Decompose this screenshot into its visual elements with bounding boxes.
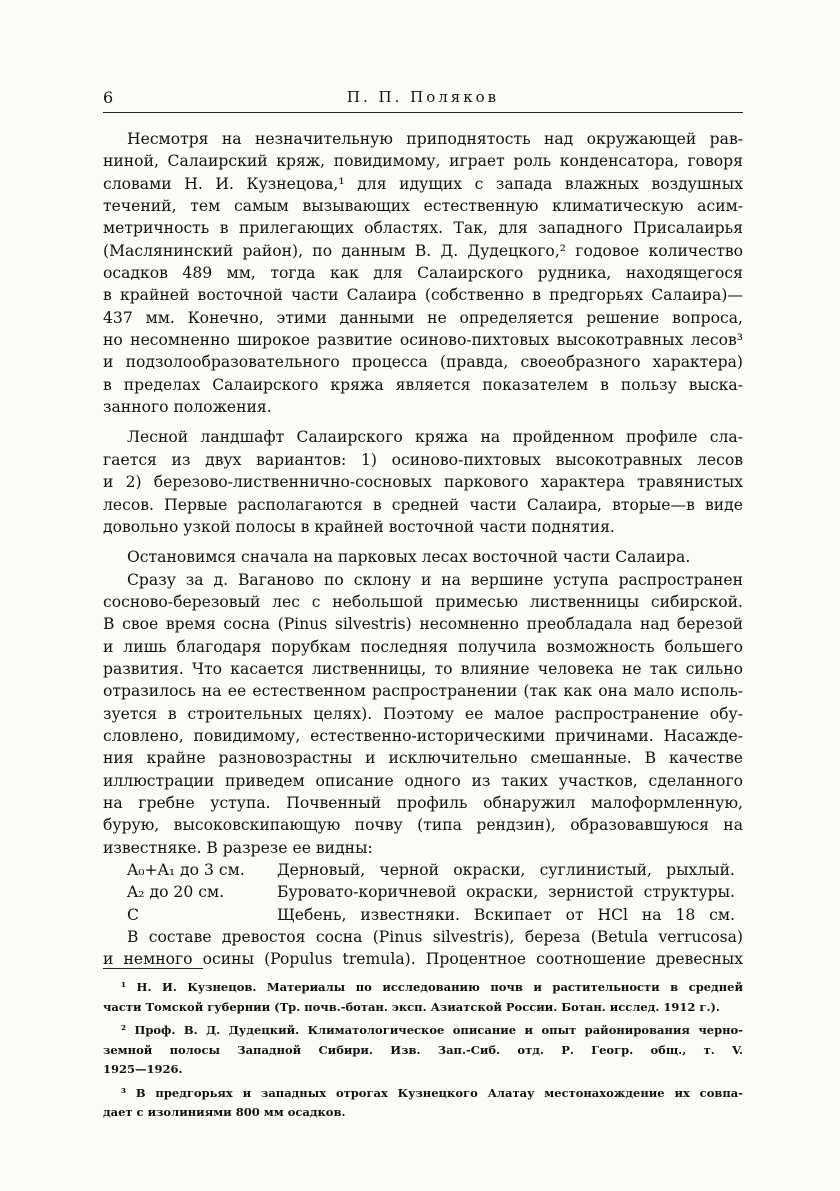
footnote-line: ³ В предгорьях и западных отрогах Кузнецкого Алатау местонахождение их совпа- bbox=[121, 1085, 743, 1100]
text-line: осадков 489 мм, тогда как для Салаирского рудника, находящегося bbox=[103, 264, 743, 283]
text-line: в пределах Салаирского кряжа является показателем в пользу выска- bbox=[103, 375, 743, 394]
text-line: (Маслянинский район), по данным В. Д. Дудецкого,² годовое количество bbox=[103, 241, 743, 260]
soil-horizon-row bbox=[103, 859, 743, 881]
text-line: иллюстрации приведем описание одного из таких участков, сделанного bbox=[103, 771, 743, 790]
text-line: Остановимся сначала на парковых лесах восточной части Салаира. bbox=[127, 548, 691, 567]
footnote-2 bbox=[103, 1021, 743, 1080]
text-line: Несмотря на незначительную приподнятость над окружающей рав- bbox=[127, 130, 743, 148]
footnote-1 bbox=[103, 978, 743, 1017]
text-line: известняке. В разрезе ее видны: bbox=[103, 838, 373, 857]
text-line: и 2) березово-лиственнично-сосновых паркового характера травянистых bbox=[103, 473, 743, 492]
footnote-3 bbox=[103, 1084, 743, 1123]
soil-horizon-row bbox=[103, 904, 743, 926]
text-line: занного положения. bbox=[103, 398, 272, 417]
soil-horizon-description: Дерновый, черной окраски, суглинистый, рыхлый. bbox=[277, 861, 735, 879]
text-line: ниной, Салаирский кряж, повидимому, играет роль конденсатора, говоря bbox=[103, 152, 743, 171]
text-line: и лишь благодаря порубкам последняя получила возможность большего bbox=[103, 637, 743, 656]
text-line: зуется в строительных целях). Поэтому ее малое распространение обу- bbox=[103, 704, 743, 723]
footnote-line: ² Проф. В. Д. Дудецкий. Климатологическое описание и опыт районирования черно- bbox=[121, 1023, 743, 1037]
text-line: гается из двух вариантов: 1) осиново-пихтовых высокотравных лесов bbox=[103, 450, 743, 469]
text-line: развития. Что касается лиственницы, то влияние человека не так сильно bbox=[103, 659, 743, 678]
text-line: В составе древостоя сосна (Pinus silvestris), береза (Betula verrucosa) bbox=[127, 928, 743, 947]
text-line: в крайней восточной части Салаира (собственно в предгорьях Салаира)— bbox=[103, 286, 743, 305]
footnote-line: части Томской губернии (Тр. почв.-ботан. эксп. Азиатской России. Ботан. исслед. 1912 г.). bbox=[103, 999, 720, 1014]
text-line: и подзолообразовательного процесса (правда, своеобразного характера) bbox=[103, 353, 743, 372]
text-line: Лесной ландшафт Салаирского кряжа на пройденном профиле сла- bbox=[127, 428, 743, 447]
text-line: В свое время сосна (Pinus silvestris) несомненно преобладала над березой bbox=[103, 615, 743, 634]
soil-horizon-description: Щебень, известняки. Вскипает от HCl на 18 см. bbox=[277, 905, 735, 924]
text-line: течений, тем самым вызывающих естественную климатическую асим- bbox=[103, 197, 743, 216]
footnotes bbox=[103, 978, 743, 1123]
page-number: 6 bbox=[103, 88, 114, 107]
text-line: Сразу за д. Ваганово по склону и на вершине уступа распространен bbox=[127, 570, 743, 589]
body-text bbox=[103, 128, 743, 971]
text-line: лесов. Первые располагаются в средней части Салаира, вторые—в виде bbox=[103, 495, 743, 514]
text-line: довольно узкой полосы в крайней восточной части поднятия. bbox=[103, 517, 615, 536]
footnote-line: ¹ Н. И. Кузнецов. Материалы по исследованию почв и растительности в средней bbox=[121, 980, 743, 994]
soil-horizon-label: A₂ до 20 см. bbox=[127, 883, 225, 902]
soil-horizon-label: C bbox=[127, 905, 139, 924]
text-line: ния крайне разновозрастны и исключительно смешанные. В качестве bbox=[103, 749, 743, 768]
text-line: метричность в прилегающих областях. Так, для западного Присалаирья bbox=[103, 219, 743, 238]
text-line: отразилось на ее естественном распространении (так как она мало исполь- bbox=[103, 682, 743, 701]
soil-horizon-row bbox=[103, 881, 743, 903]
footnote-line: земной полосы Западной Сибири. Изв. Зап.-Сиб. отд. Р. Геогр. общ., т. V. bbox=[103, 1042, 743, 1057]
paragraph-2 bbox=[103, 426, 743, 538]
soil-profile bbox=[103, 859, 743, 926]
paragraph-3 bbox=[103, 546, 743, 859]
text-line: словлено, повидимому, естественно-историческими причинами. Насажде- bbox=[103, 726, 743, 745]
page-header bbox=[103, 88, 743, 113]
text-line: но несомненно широкое развитие осиново-пихтовых высокотравных лесов³ bbox=[103, 331, 743, 350]
text-line: и немного осины (Populus tremula). Процентное соотношение древесных bbox=[103, 950, 743, 969]
soil-horizon-description: Буровато-коричневой окраски, зернистой структуры. bbox=[277, 883, 735, 902]
footnote-rule bbox=[103, 968, 203, 969]
text-line: бурую, высоковскипающую почву (типа рендзин), образовавшуюся на bbox=[103, 816, 743, 835]
paragraph-4 bbox=[103, 926, 743, 971]
paragraph-1 bbox=[103, 128, 743, 418]
footnote-line: 1925—1926. bbox=[103, 1062, 183, 1076]
text-line: 437 мм. Конечно, этими данными не определяется решение вопроса, bbox=[103, 308, 743, 327]
running-head: П. П. Поляков bbox=[346, 88, 500, 106]
soil-horizon-label: A₀+A₁ до 3 см. bbox=[127, 861, 245, 879]
text-line: словами Н. И. Кузнецова,¹ для идущих с запада влажных воздушных bbox=[103, 174, 743, 193]
footnote-line: дает с изолиниями 800 мм осадков. bbox=[103, 1105, 346, 1119]
text-line: сосново-березовый лес с небольшой примесью лиственницы сибирской. bbox=[103, 592, 743, 611]
text-line: на гребне уступа. Почвенный профиль обнаружил малоформленную, bbox=[103, 793, 743, 812]
